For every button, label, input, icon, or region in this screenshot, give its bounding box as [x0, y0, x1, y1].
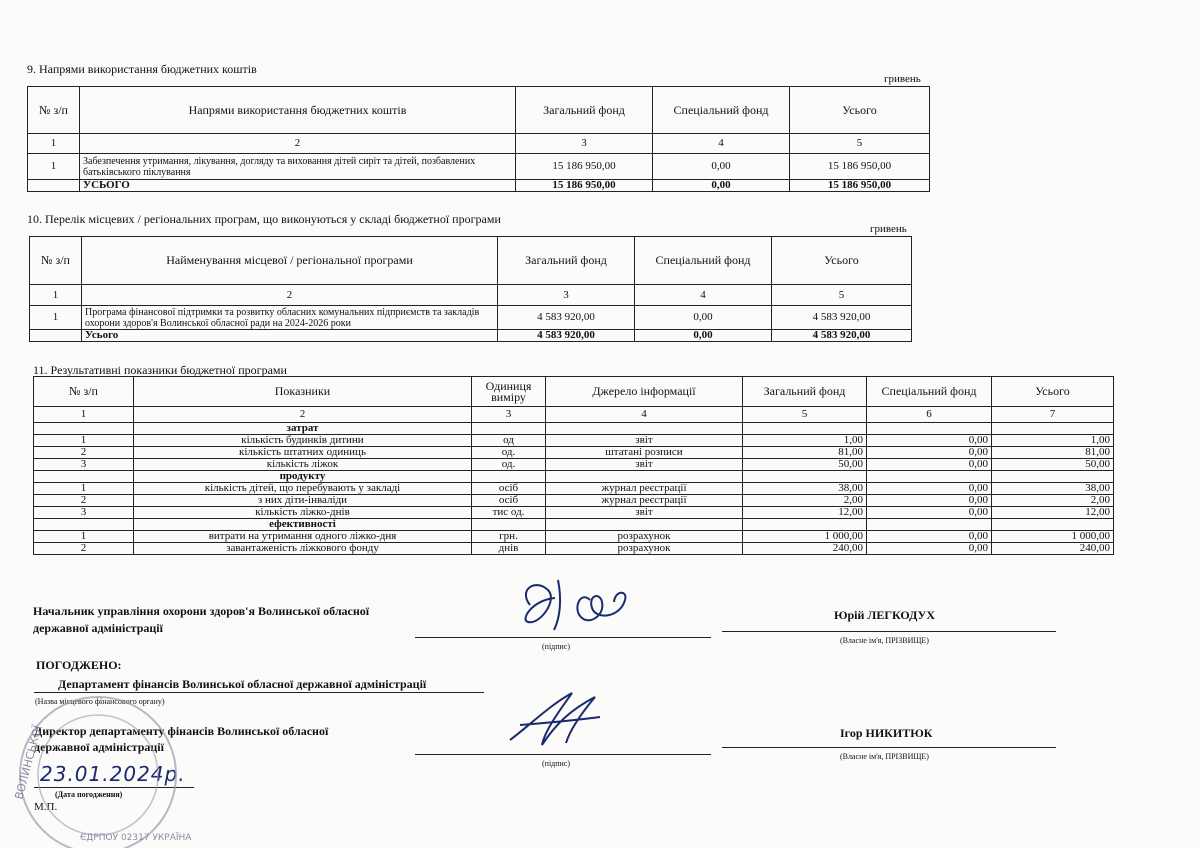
s11-group-empty: [546, 519, 743, 531]
section9-table: [27, 86, 930, 192]
s11-row-name: витрати на утримання одного ліжко-дня: [134, 531, 472, 543]
table-row: [34, 435, 1114, 447]
s9-total-special: 0,00: [653, 180, 790, 192]
s11-row-source: розрахунок: [546, 531, 743, 543]
director-title-line1: Директор департаменту фінансів Волинської обласної: [34, 724, 329, 738]
table-row: [34, 495, 1114, 507]
s11-group-label: продукту: [134, 471, 472, 483]
s11-row-unit: од.: [472, 459, 546, 471]
s10-row-general: 4 583 920,00: [498, 306, 635, 330]
director-title-line2: державної адміністрації: [34, 740, 164, 754]
s11-group-empty: [472, 471, 546, 483]
s11-row-unit: од: [472, 435, 546, 447]
s10-total-total: 4 583 920,00: [772, 330, 912, 342]
s11-row-unit: грн.: [472, 531, 546, 543]
table-row: [34, 543, 1114, 555]
s11-row-total: 38,00: [992, 483, 1114, 495]
s9-row-total: 15 186 950,00: [790, 154, 930, 180]
s11-group-empty: [743, 471, 867, 483]
s11-row-special: 0,00: [867, 459, 992, 471]
s11-group-empty: [34, 471, 134, 483]
s11-group-empty: [992, 471, 1114, 483]
s11-group-empty: [743, 519, 867, 531]
mp-label: М.П.: [34, 801, 58, 813]
s11-row-general: 50,00: [743, 459, 867, 471]
s11-row-name: завантаженість ліжкового фонду: [134, 543, 472, 555]
head-signature: [510, 570, 640, 640]
s11-colnum: 1: [34, 407, 134, 423]
s11-row-source: звіт: [546, 507, 743, 519]
s10-colnum: 4: [635, 285, 772, 306]
s11-row-special: 0,00: [867, 531, 992, 543]
table-row: [34, 483, 1114, 495]
s11-row-source: звіт: [546, 435, 743, 447]
s10-total-empty: [30, 330, 82, 342]
s11-row-source: штатані розписи: [546, 447, 743, 459]
s11-row-name: кількість ліжок: [134, 459, 472, 471]
s10-colnum: 1: [30, 285, 82, 306]
s11-row-name: кількість дітей, що перебувають у закладі: [134, 483, 472, 495]
s11-row-name: кількість будинків дитини: [134, 435, 472, 447]
s9-colnum: 4: [653, 134, 790, 154]
s11-row-no: 1: [34, 435, 134, 447]
s11-row-total: 240,00: [992, 543, 1114, 555]
section10-unit: гривень: [870, 223, 907, 235]
s10-header-general: Загальний фонд: [498, 237, 635, 285]
s11-row-unit: тис од.: [472, 507, 546, 519]
section10-table: [29, 236, 912, 342]
s10-row-name: Програма фінансової підтримки та розвитку обласних комунальних підприємств та закладів охорони здоров'я Волинської обласної ради на 2024-2026 роки: [82, 306, 498, 330]
s9-header-no: № з/п: [28, 87, 80, 134]
s11-colnum: 2: [134, 407, 472, 423]
s9-row-special: 0,00: [653, 154, 790, 180]
s11-group-label: затрат: [134, 423, 472, 435]
table-row: [28, 154, 930, 180]
s11-row-unit: днів: [472, 543, 546, 555]
s10-colnum: 2: [82, 285, 498, 306]
director-name-caption: (Власне ім'я, ПРІЗВИЩЕ): [840, 752, 929, 761]
s11-row-total: 12,00: [992, 507, 1114, 519]
section11-table: [33, 376, 1114, 555]
s11-group-empty: [472, 519, 546, 531]
section9-unit: гривень: [884, 73, 921, 85]
s11-row-no: 2: [34, 447, 134, 459]
table-row: [34, 459, 1114, 471]
s11-row-no: 1: [34, 531, 134, 543]
section10-title: 10. Перелік місцевих / регіональних програм, що виконуються у складі бюджетної програми: [27, 212, 501, 226]
s10-row-special: 0,00: [635, 306, 772, 330]
s9-colnum: 5: [790, 134, 930, 154]
agreed-label: ПОГОДЖЕНО:: [36, 658, 122, 672]
s11-row-total: 50,00: [992, 459, 1114, 471]
s10-row-no: 1: [30, 306, 82, 330]
official-stamp: [10, 690, 192, 848]
s9-row-general: 15 186 950,00: [516, 154, 653, 180]
date-caption: (Дата погодження): [55, 790, 123, 799]
s11-row-total: 1 000,00: [992, 531, 1114, 543]
s11-row-general: 240,00: [743, 543, 867, 555]
s10-header-special: Спеціальний фонд: [635, 237, 772, 285]
s11-row-general: 81,00: [743, 447, 867, 459]
finance-dept: Департамент фінансів Волинської обласної державної адміністрації: [58, 677, 427, 691]
s11-header-no: № з/п: [34, 377, 134, 407]
s11-header-source: Джерело інформації: [546, 377, 743, 407]
s11-row-special: 0,00: [867, 507, 992, 519]
head-sign-caption: (підпис): [542, 642, 571, 651]
s11-colnum: 3: [472, 407, 546, 423]
head-title-line2: державної адміністрації: [33, 621, 163, 635]
s10-total-special: 0,00: [635, 330, 772, 342]
s10-total-label: Усього: [82, 330, 498, 342]
s11-header-special: Спеціальний фонд: [867, 377, 992, 407]
stamp-text-top: ВОЛИНСЬКОЇ: [12, 724, 45, 801]
s11-row-unit: осіб: [472, 495, 546, 507]
head-name-caption: (Власне ім'я, ПРІЗВИЩЕ): [840, 636, 929, 645]
s11-row-no: 2: [34, 543, 134, 555]
s11-row-source: журнал реєстрації: [546, 495, 743, 507]
s11-row-general: 12,00: [743, 507, 867, 519]
s11-group-empty: [472, 423, 546, 435]
s9-row-name: Забезпечення утримання, лікування, догляду та виховання дітей сиріт та дітей, позбавлених батьківського піклування: [80, 154, 516, 180]
s11-row-name: кількість ліжко-днів: [134, 507, 472, 519]
s11-row-unit: осіб: [472, 483, 546, 495]
s11-row-no: 1: [34, 483, 134, 495]
table-row: [30, 306, 912, 330]
s11-row-source: розрахунок: [546, 543, 743, 555]
s11-row-unit: од.: [472, 447, 546, 459]
s9-colnum: 2: [80, 134, 516, 154]
s9-colnum: 1: [28, 134, 80, 154]
s11-row-no: 2: [34, 495, 134, 507]
s11-row-special: 0,00: [867, 435, 992, 447]
s9-total-empty: [28, 180, 80, 192]
s11-row-general: 2,00: [743, 495, 867, 507]
s11-colnum: 7: [992, 407, 1114, 423]
s11-row-name: кількість штатних одиниць: [134, 447, 472, 459]
s11-row-special: 0,00: [867, 543, 992, 555]
s11-row-name: з них діти-інваліди: [134, 495, 472, 507]
section9-title: 9. Напрями використання бюджетних коштів: [27, 62, 257, 76]
table-row: [34, 447, 1114, 459]
director-signature: [500, 685, 610, 755]
stamp-text-bottom: ЄДРПОУ 02317 УКРАЇНА: [80, 833, 192, 843]
s11-colnum: 5: [743, 407, 867, 423]
s9-header-general: Загальний фонд: [516, 87, 653, 134]
finance-dept-caption: (Назва місцевого фінансового органу): [35, 697, 165, 706]
table-row: [34, 531, 1114, 543]
s9-colnum: 3: [516, 134, 653, 154]
s10-header-name: Найменування місцевої / регіональної програми: [82, 237, 498, 285]
s11-group-empty: [546, 471, 743, 483]
s11-group-empty: [34, 519, 134, 531]
s11-group-empty: [546, 423, 743, 435]
s9-row-no: 1: [28, 154, 80, 180]
s11-group-label: ефективності: [134, 519, 472, 531]
s10-colnum: 5: [772, 285, 912, 306]
table-row: [34, 507, 1114, 519]
s11-group-empty: [34, 423, 134, 435]
section11-title: 11. Результативні показники бюджетної програми: [33, 363, 287, 377]
s11-row-total: 2,00: [992, 495, 1114, 507]
s9-total-label: УСЬОГО: [80, 180, 516, 192]
s11-row-total: 1,00: [992, 435, 1114, 447]
director-sign-caption: (підпис): [542, 759, 571, 768]
s9-total-total: 15 186 950,00: [790, 180, 930, 192]
s11-group-empty: [867, 519, 992, 531]
head-name: Юрій ЛЕГКОДУХ: [834, 608, 936, 622]
s11-group-empty: [743, 423, 867, 435]
s11-group-empty: [992, 423, 1114, 435]
s9-header-special: Спеціальний фонд: [653, 87, 790, 134]
s11-header-general: Загальний фонд: [743, 377, 867, 407]
s11-row-special: 0,00: [867, 495, 992, 507]
s11-colnum: 4: [546, 407, 743, 423]
s11-row-source: звіт: [546, 459, 743, 471]
s10-total-general: 4 583 920,00: [498, 330, 635, 342]
s9-header-total: Усього: [790, 87, 930, 134]
s11-row-source: журнал реєстрації: [546, 483, 743, 495]
s9-total-general: 15 186 950,00: [516, 180, 653, 192]
s11-row-special: 0,00: [867, 447, 992, 459]
s11-colnum: 6: [867, 407, 992, 423]
s11-row-general: 38,00: [743, 483, 867, 495]
head-title-line1: Начальник управління охорони здоров'я Волинської обласної: [33, 604, 370, 618]
s11-row-general: 1,00: [743, 435, 867, 447]
s10-header-no: № з/п: [30, 237, 82, 285]
s10-colnum: 3: [498, 285, 635, 306]
s11-group-empty: [867, 423, 992, 435]
handwritten-date: 23.01.2024р.: [40, 762, 186, 786]
s11-row-no: 3: [34, 507, 134, 519]
s11-header-total: Усього: [992, 377, 1114, 407]
s11-row-no: 3: [34, 459, 134, 471]
s11-header-name: Показники: [134, 377, 472, 407]
s9-header-name: Напрями використання бюджетних коштів: [80, 87, 516, 134]
s11-row-total: 81,00: [992, 447, 1114, 459]
s11-group-empty: [867, 471, 992, 483]
s11-group-empty: [992, 519, 1114, 531]
s10-header-total: Усього: [772, 237, 912, 285]
s11-row-special: 0,00: [867, 483, 992, 495]
s11-header-unit: Одиниця виміру: [472, 377, 546, 407]
s10-row-total: 4 583 920,00: [772, 306, 912, 330]
s11-row-general: 1 000,00: [743, 531, 867, 543]
director-name: Ігор НИКИТЮК: [840, 726, 933, 740]
